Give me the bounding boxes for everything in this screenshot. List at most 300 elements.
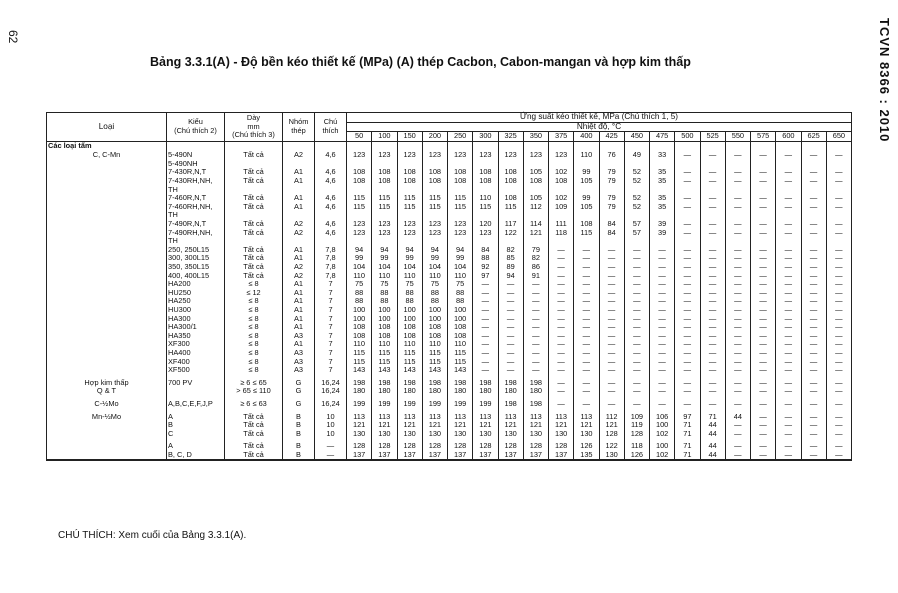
stress-value-cell: 88	[422, 289, 447, 298]
note-ref-cell: 7	[315, 315, 347, 324]
group-cell: A2	[283, 220, 315, 229]
stress-value-cell: 104	[448, 263, 473, 272]
stress-value-cell: —	[700, 358, 725, 367]
stress-value-cell: —	[650, 340, 675, 349]
stress-value-cell: 88	[397, 297, 422, 306]
stress-value-cell: — —	[826, 375, 851, 396]
stress-value-cell: —	[826, 396, 851, 409]
stress-value-cell: 115	[347, 349, 372, 358]
group-cell: G	[283, 396, 315, 409]
stress-value-cell: 76	[599, 151, 624, 168]
stress-value-cell: —	[523, 306, 548, 315]
stress-value-cell: 88	[372, 289, 397, 298]
stress-value-cell: 123	[347, 229, 372, 246]
stress-value-cell: 115	[347, 358, 372, 367]
stress-value-cell: —	[751, 263, 776, 272]
stress-value-cell: —	[675, 396, 700, 409]
stress-value-cell: 198 180	[422, 375, 447, 396]
note-ref-cell: 7	[315, 340, 347, 349]
stress-value-cell: —	[498, 349, 523, 358]
group-cell: A1	[283, 340, 315, 349]
type-cell: 350, 350L15	[167, 263, 225, 272]
temperature-header-cell: 600	[776, 132, 801, 142]
stress-value-cell: —	[599, 315, 624, 324]
stress-value-cell: 110	[397, 272, 422, 281]
stress-value-cell: —	[574, 366, 599, 375]
stress-value-cell: —	[801, 315, 826, 324]
stress-value-cell: 57	[624, 229, 649, 246]
thickness-cell: Tất cả	[225, 203, 283, 220]
stress-value-cell: —	[599, 340, 624, 349]
thickness-cell: ≤ 8	[225, 366, 283, 375]
note-ref-cell: 7,8	[315, 263, 347, 272]
stress-value-cell: — —	[675, 375, 700, 396]
stress-value-cell: 108	[448, 177, 473, 194]
stress-value-cell: —	[751, 194, 776, 203]
stress-value-cell: —	[700, 229, 725, 246]
stress-value-cell: —	[473, 315, 498, 324]
stress-value-cell: 108	[397, 177, 422, 194]
stress-value-cell: —	[751, 396, 776, 409]
type-cell: A B, C, D	[167, 438, 225, 460]
thickness-cell: Tất cả	[225, 263, 283, 272]
stress-value-cell: —	[574, 396, 599, 409]
material-cell: C-½Mo	[47, 396, 167, 409]
stress-value-cell: —	[675, 358, 700, 367]
group-cell: A3	[283, 358, 315, 367]
temperature-header-cell: 300	[473, 132, 498, 142]
temperature-header-cell: 350	[523, 132, 548, 142]
stress-value-cell: 88	[397, 289, 422, 298]
page-title: Bảng 3.3.1(A) - Độ bền kéo thiết kế (MPa) (A) thép Cacbon, Cabon-mangan và hợp kim thấp	[150, 55, 691, 69]
stress-value-cell: —	[675, 254, 700, 263]
note-ref-cell: — —	[315, 438, 347, 460]
stress-value-cell: —	[801, 349, 826, 358]
stress-value-cell: 198	[498, 396, 523, 409]
stress-value-cell: —	[776, 151, 801, 168]
stress-value-cell: —	[574, 340, 599, 349]
stress-value-cell: 113 121 130	[397, 409, 422, 439]
stress-value-cell: 99	[574, 168, 599, 177]
temperature-header-cell: 325	[498, 132, 523, 142]
stress-value-cell: 82	[498, 246, 523, 255]
stress-value-cell: —	[498, 332, 523, 341]
stress-value-cell: —	[801, 396, 826, 409]
temperature-header-cell: 425	[599, 132, 624, 142]
stress-value-cell: —	[801, 366, 826, 375]
stress-value-cell: 108	[347, 332, 372, 341]
stress-value-cell: —	[725, 297, 750, 306]
material-cell: Hợp kim thấp Q & T	[47, 375, 167, 396]
stress-value-cell: —	[826, 340, 851, 349]
stress-value-cell: 104	[347, 263, 372, 272]
stress-value-cell: 123	[498, 151, 523, 168]
stress-value-cell: 123	[422, 151, 447, 168]
group-cell: A1	[283, 194, 315, 203]
stress-value-cell: 108	[347, 168, 372, 177]
stress-value-cell: —	[801, 220, 826, 229]
stress-value-cell: 143	[422, 366, 447, 375]
stress-value-cell: 108	[498, 177, 523, 194]
stress-value-cell: —	[473, 297, 498, 306]
stress-value-cell: —	[700, 203, 725, 220]
stress-value-cell: —	[473, 323, 498, 332]
material-cell	[47, 340, 167, 349]
stress-value-cell: —	[751, 297, 776, 306]
header-day: Dày mm (Chú thích 3)	[225, 113, 283, 142]
stress-value-cell: 123	[523, 151, 548, 168]
stress-value-cell: —	[675, 349, 700, 358]
stress-value-cell: —	[751, 280, 776, 289]
stress-value-cell: —	[498, 280, 523, 289]
stress-value-cell: 94	[397, 246, 422, 255]
header-loai: Loại	[47, 113, 167, 142]
stress-value-cell: —	[826, 263, 851, 272]
stress-value-cell: 117	[498, 220, 523, 229]
group-cell: B B B	[283, 409, 315, 439]
thickness-cell: Tất cả	[225, 229, 283, 246]
group-cell: A1	[283, 306, 315, 315]
stress-value-cell: —	[523, 349, 548, 358]
stress-value-cell: —	[801, 272, 826, 281]
stress-value-cell: —	[599, 272, 624, 281]
stress-value-cell: —	[650, 332, 675, 341]
stress-value-cell: —	[751, 151, 776, 168]
stress-value-cell: —	[599, 289, 624, 298]
stress-value-cell: 110	[372, 340, 397, 349]
stress-value-cell: —	[549, 332, 574, 341]
note-ref-cell: 7,8	[315, 254, 347, 263]
stress-value-cell: —	[826, 297, 851, 306]
thickness-cell: ≥ 6 ≤ 63	[225, 396, 283, 409]
group-cell: A1	[283, 177, 315, 194]
stress-value-cell: — —	[776, 375, 801, 396]
stress-value-cell: —	[725, 254, 750, 263]
stress-value-cell: 115	[347, 194, 372, 203]
stress-value-cell: —	[599, 280, 624, 289]
material-cell	[47, 280, 167, 289]
stress-value-cell: 75	[397, 280, 422, 289]
stress-value-cell: 109 119 128	[624, 409, 649, 439]
stress-value-cell: —	[751, 366, 776, 375]
stress-value-cell: — —	[801, 375, 826, 396]
stress-value-cell: —	[523, 297, 548, 306]
stress-value-cell: 108	[448, 323, 473, 332]
stress-value-cell: — — —	[826, 409, 851, 439]
type-cell: 7-430R,N,T	[167, 168, 225, 177]
stress-value-cell: 108	[422, 168, 447, 177]
stress-value-cell: 123	[397, 229, 422, 246]
stress-value-cell: —	[675, 306, 700, 315]
stress-value-cell: 199	[347, 396, 372, 409]
stress-value-cell: 99	[448, 254, 473, 263]
stress-value-cell: 84	[599, 229, 624, 246]
thickness-cell: ≤ 12	[225, 289, 283, 298]
stress-value-cell: —	[675, 220, 700, 229]
stress-value-cell: —	[675, 272, 700, 281]
stress-table	[46, 112, 852, 461]
temperature-header-cell: 375	[549, 132, 574, 142]
stress-value-cell: 105	[574, 177, 599, 194]
stress-value-cell: —	[751, 332, 776, 341]
stress-value-cell: 110	[372, 272, 397, 281]
stress-value-cell: —	[675, 194, 700, 203]
stress-value-cell: —	[498, 297, 523, 306]
stress-value-cell: —	[523, 323, 548, 332]
type-cell: 7-490R,N,T	[167, 220, 225, 229]
stress-value-cell: —	[549, 246, 574, 255]
stress-value-cell: 89	[498, 263, 523, 272]
stress-value-cell: 123	[347, 151, 372, 168]
group-cell: A2	[283, 229, 315, 246]
stress-value-cell: —	[624, 323, 649, 332]
stress-value-cell: 115	[448, 194, 473, 203]
stress-value-cell: 123	[422, 229, 447, 246]
temperature-header-cell: 575	[751, 132, 776, 142]
stress-value-cell: — —	[776, 438, 801, 460]
stress-value-cell: —	[751, 323, 776, 332]
stress-value-cell: —	[776, 168, 801, 177]
stress-value-cell: —	[549, 349, 574, 358]
stress-value-cell: 108	[498, 194, 523, 203]
stress-value-cell: —	[473, 366, 498, 375]
stress-value-cell: —	[801, 306, 826, 315]
group-cell: A1	[283, 280, 315, 289]
stress-value-cell: 33	[650, 151, 675, 168]
stress-value-cell: — —	[624, 375, 649, 396]
stress-value-cell: —	[675, 323, 700, 332]
stress-value-cell: —	[826, 194, 851, 203]
stress-value-cell: —	[751, 220, 776, 229]
thickness-cell: Tất cả Tất cả Tất cả	[225, 409, 283, 439]
group-cell: A3	[283, 349, 315, 358]
group-cell: G G	[283, 375, 315, 396]
stress-value-cell: —	[776, 358, 801, 367]
stress-value-cell: —	[776, 315, 801, 324]
stress-value-cell: 84	[599, 220, 624, 229]
stress-value-cell: 52	[624, 203, 649, 220]
stress-value-cell: 123	[448, 220, 473, 229]
temperature-header-cell: 625	[801, 132, 826, 142]
stress-value-cell: 88	[448, 297, 473, 306]
stress-value-cell: 99	[397, 254, 422, 263]
stress-value-cell: 108	[498, 168, 523, 177]
stress-value-cell: —	[776, 194, 801, 203]
stress-value-cell: —	[599, 297, 624, 306]
stress-value-cell: 123	[473, 151, 498, 168]
stress-value-cell: 128 137	[498, 438, 523, 460]
note-ref-cell: 4,6	[315, 194, 347, 203]
stress-value-cell: 198 180	[347, 375, 372, 396]
stress-value-cell: 100	[422, 315, 447, 324]
stress-value-cell: 123	[372, 229, 397, 246]
stress-value-cell: —	[801, 177, 826, 194]
thickness-cell: ≤ 8	[225, 280, 283, 289]
material-cell	[47, 263, 167, 272]
stress-value-cell: 115	[372, 349, 397, 358]
stress-value-cell: 115	[397, 349, 422, 358]
stress-value-cell: 143	[372, 366, 397, 375]
stress-value-cell: —	[675, 151, 700, 168]
stress-value-cell: —	[624, 306, 649, 315]
stress-value-cell: 108	[397, 332, 422, 341]
stress-value-cell: — — —	[776, 409, 801, 439]
stress-value-cell: —	[801, 151, 826, 168]
stress-value-cell: 199	[448, 396, 473, 409]
stress-value-cell: 123	[448, 151, 473, 168]
stress-value-cell: 110	[347, 272, 372, 281]
stress-value-cell: —	[574, 263, 599, 272]
stress-value-cell: 118 126	[624, 438, 649, 460]
stress-value-cell: 128 137	[347, 438, 372, 460]
stress-value-cell: —	[700, 323, 725, 332]
stress-value-cell: 113 121 130	[347, 409, 372, 439]
stress-value-cell: 128 137	[422, 438, 447, 460]
stress-value-cell: —	[776, 349, 801, 358]
thickness-cell: Tất cả Tất cả	[225, 438, 283, 460]
material-cell	[47, 297, 167, 306]
table-row	[47, 151, 852, 168]
stress-value-cell: 115	[372, 194, 397, 203]
stress-value-cell: —	[826, 229, 851, 246]
stress-value-cell: 123	[347, 220, 372, 229]
stress-value-cell: 108	[372, 177, 397, 194]
stress-value-cell: 79	[599, 194, 624, 203]
stress-value-cell: —	[675, 315, 700, 324]
stress-value-cell: 88	[422, 297, 447, 306]
type-cell: XF400	[167, 358, 225, 367]
note-ref-cell: 7	[315, 306, 347, 315]
note-ref-cell: 7	[315, 280, 347, 289]
stress-value-cell: 75	[422, 280, 447, 289]
material-cell	[47, 168, 167, 177]
stress-value-cell: —	[751, 340, 776, 349]
stress-value-cell: 108	[448, 168, 473, 177]
note-ref-cell: 4,6	[315, 220, 347, 229]
stress-value-cell: —	[725, 323, 750, 332]
stress-value-cell: —	[675, 280, 700, 289]
stress-value-cell: —	[826, 358, 851, 367]
stress-value-cell: 97	[473, 272, 498, 281]
stress-value-cell: 112 121 128	[599, 409, 624, 439]
header-nhiet-do: Nhiệt độ, °C	[347, 122, 852, 132]
stress-value-cell: 108	[347, 323, 372, 332]
stress-value-cell: —	[751, 254, 776, 263]
stress-value-cell: —	[801, 194, 826, 203]
type-cell: XF500	[167, 366, 225, 375]
stress-value-cell: —	[624, 340, 649, 349]
stress-value-cell: 123	[397, 220, 422, 229]
stress-value-cell: —	[650, 246, 675, 255]
stress-value-cell: —	[725, 349, 750, 358]
stress-value-cell: 115	[498, 203, 523, 220]
stress-value-cell: —	[801, 168, 826, 177]
stress-value-cell: 35	[650, 168, 675, 177]
stress-value-cell: —	[574, 246, 599, 255]
stress-value-cell: 113 121 130	[372, 409, 397, 439]
stress-value-cell: 115	[397, 358, 422, 367]
material-cell	[47, 203, 167, 220]
stress-value-cell: —	[650, 396, 675, 409]
stress-value-cell: 71 44 44	[700, 409, 725, 439]
temperature-header-cell: 500	[675, 132, 700, 142]
stress-value-cell: 100	[372, 315, 397, 324]
stress-value-cell: —	[725, 246, 750, 255]
stress-value-cell: —	[624, 246, 649, 255]
stress-value-cell: 100	[347, 306, 372, 315]
stress-value-cell: 110	[397, 340, 422, 349]
note-ref-cell: 7	[315, 332, 347, 341]
stress-value-cell: 108	[397, 168, 422, 177]
stress-value-cell: —	[599, 358, 624, 367]
table-row	[47, 366, 852, 375]
stress-value-cell: —	[700, 263, 725, 272]
stress-value-cell: —	[776, 323, 801, 332]
type-cell: HA300	[167, 315, 225, 324]
stress-value-cell: 86	[523, 263, 548, 272]
stress-value-cell: —	[776, 396, 801, 409]
stress-value-cell: —	[473, 358, 498, 367]
stress-value-cell: —	[801, 203, 826, 220]
stress-value-cell: —	[700, 272, 725, 281]
stress-value-cell: — —	[725, 375, 750, 396]
material-cell: C, C-Mn	[47, 151, 167, 168]
stress-value-cell: 35	[650, 194, 675, 203]
stress-value-cell: 110	[448, 340, 473, 349]
temperature-header-cell: 250	[448, 132, 473, 142]
stress-value-cell: —	[776, 366, 801, 375]
type-cell: HA300/1	[167, 323, 225, 332]
temperature-header-cell: 150	[397, 132, 422, 142]
type-cell: 400, 400L15	[167, 272, 225, 281]
stress-value-cell: 109	[549, 203, 574, 220]
stress-value-cell: — — —	[751, 409, 776, 439]
stress-value-cell: —	[473, 280, 498, 289]
stress-value-cell: —	[776, 306, 801, 315]
stress-value-cell: 115	[397, 203, 422, 220]
stress-value-cell: —	[473, 306, 498, 315]
stress-value-cell: —	[574, 297, 599, 306]
stress-value-cell: —	[751, 203, 776, 220]
stress-value-cell: 88	[372, 297, 397, 306]
stress-value-cell: —	[624, 272, 649, 281]
material-cell	[47, 254, 167, 263]
stress-value-cell: —	[700, 177, 725, 194]
stress-value-cell: 88	[347, 297, 372, 306]
stress-value-cell: 94	[498, 272, 523, 281]
stress-value-cell: —	[751, 168, 776, 177]
stress-value-cell: 143	[347, 366, 372, 375]
stress-value-cell: 57	[624, 220, 649, 229]
type-cell: HA400	[167, 349, 225, 358]
stress-value-cell: —	[624, 289, 649, 298]
stress-value-cell: 104	[422, 263, 447, 272]
stress-value-cell: 120	[473, 220, 498, 229]
stress-value-cell: 105	[523, 194, 548, 203]
stress-value-cell: —	[650, 306, 675, 315]
stress-value-cell: 88	[448, 289, 473, 298]
group-cell: A1	[283, 297, 315, 306]
stress-value-cell: 115	[574, 229, 599, 246]
stress-value-cell: —	[549, 263, 574, 272]
stress-value-cell: —	[650, 366, 675, 375]
stress-value-cell: —	[599, 366, 624, 375]
stress-value-cell: 198 180	[498, 375, 523, 396]
stress-value-cell: —	[624, 280, 649, 289]
stress-value-cell: —	[751, 229, 776, 246]
stress-value-cell: —	[776, 297, 801, 306]
note-ref-cell: 7	[315, 366, 347, 375]
